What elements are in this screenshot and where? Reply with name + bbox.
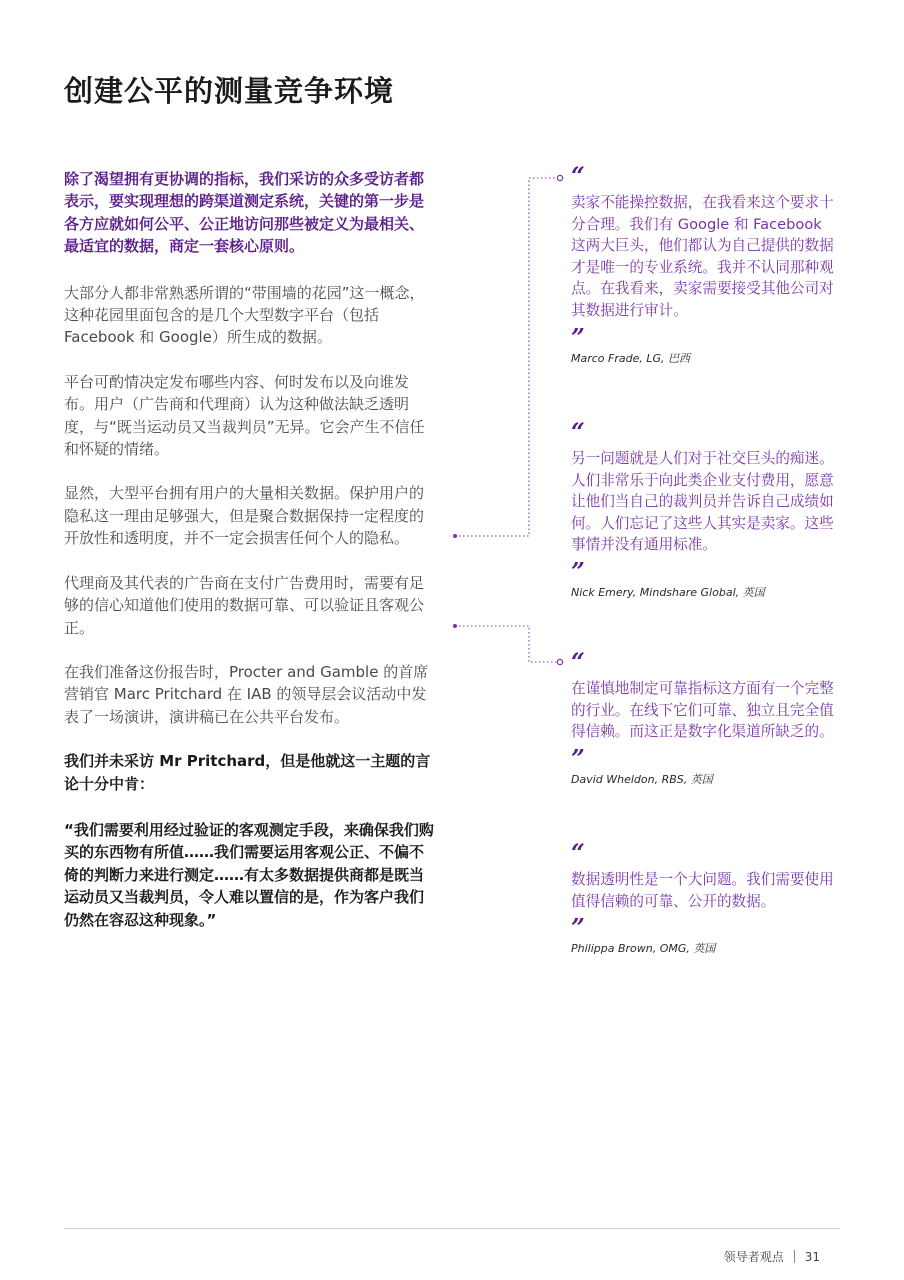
side-quote-attribution: Marco Frade, LG, 巴西 [571, 351, 691, 365]
side-quote-1 [571, 161, 837, 366]
connector-line-1 [455, 178, 558, 536]
body-paragraph-privacy: 显然，大型平台拥有用户的大量相关数据。保护用户的隐私这一理由足够强大，但是聚合数据保持一定程度的开放性和透明度，并不一定会损害任何个人的隐私。 [64, 484, 425, 548]
intro-paragraph: 除了渴望拥有更协调的指标，我们采访的众多受访者都表示，要实现理想的跨渠道测定系统，关键的第一步是各方应就如何公平、公正地访问那些被定义为最相关、最适宜的数据，商定一套核心原则。 [64, 170, 425, 256]
main-column [64, 168, 436, 953]
connector-line-2 [455, 626, 558, 662]
page-number: 31 [804, 1249, 820, 1264]
side-quote-text: 卖家不能操控数据，在我看来这个要求十分合理。我们有 Google 和 Facebook 这两大巨头，他们都认为自己提供的数据才是唯一的专业系统。我并不认同那种观点。在我看来，卖家需要接受其他公司对其数据进行审计。 [571, 194, 834, 319]
open-quote-icon: “ [571, 161, 582, 190]
side-quote-3 [571, 647, 837, 787]
open-quote-icon: “ [571, 647, 582, 676]
side-quote-text: 另一问题就是人们对于社交巨头的痴迷。人们非常乐于向此类企业支付费用，愿意让他们当自己的裁判员并告诉自己成绩如何。人们忘记了这些人其实是卖家。这些事情并没有通用标准。 [571, 450, 834, 554]
side-quote-attribution: Nick Emery, Mindshare Global, 英国 [571, 585, 765, 599]
side-quote-text: 数据透明性是一个大问题。我们需要使用值得信赖的可靠、公开的数据。 [571, 871, 834, 910]
connector-dot-1 [453, 534, 457, 538]
side-quote-attribution: David Wheldon, RBS, 英国 [571, 772, 713, 786]
side-quote-2 [571, 417, 837, 600]
close-quote-icon: ” [571, 322, 582, 352]
pritchard-quote: “我们需要利用经过验证的客观测定手段，来确保我们购买的东西物有所值……我们需要运用客观公正、不偏不倚的判断力来进行测定……有太多数据提供商都是既当运动员又当裁判员，令人难以置信的是，作为客户我们仍然在容忍这种现象。” [64, 820, 434, 929]
side-quote-4 [571, 838, 837, 956]
close-quote-icon: ” [571, 556, 582, 586]
open-quote-icon: “ [571, 838, 582, 867]
body-paragraph-pritchard-intro: 我们并未采访 Mr Pritchard，但是他就这一主题的言论十分中肯： [64, 752, 431, 793]
page-title: 创建公平的测量竞争环境 [64, 74, 395, 108]
body-paragraph-pritchard-speech: 在我们准备这份报告时，Procter and Gamble 的首席营销官 Marc Pritchard 在 IAB 的领导层会议活动中发表了一场演讲，演讲稿已在公共平台发布。 [64, 662, 429, 726]
side-quote-text: 在谨慎地制定可靠指标这方面有一个完整的行业。在线下它们可靠、独立且完全值得信赖。而这正是数字化渠道所缺乏的。 [571, 680, 834, 741]
page-footer [724, 1248, 820, 1265]
connector-dot-2 [453, 624, 457, 628]
connector-ring-2 [557, 659, 562, 664]
connector-ring-1 [557, 175, 562, 180]
close-quote-icon: ” [571, 913, 582, 943]
footer-separator [794, 1250, 795, 1263]
side-quote-attribution: Philippa Brown, OMG, 英国 [571, 942, 716, 956]
close-quote-icon: ” [571, 743, 582, 773]
body-paragraph-agency-confidence: 代理商及其代表的广告商在支付广告费用时，需要有足够的信心知道他们使用的数据可靠、可以验证且客观公正。 [64, 573, 425, 637]
body-paragraph-walled-garden: 大部分人都非常熟悉所谓的“带围墙的花园”这一概念，这种花园里面包含的是几个大型数字平台（包括 Facebook 和 Google）所生成的数据。 [64, 283, 425, 347]
open-quote-icon: “ [571, 417, 582, 446]
footer-divider [64, 1228, 840, 1229]
footer-section-label: 领导者观点 [723, 1250, 784, 1264]
body-paragraph-platform-discretion: 平台可酌情决定发布哪些内容、何时发布以及向谁发布。用户（广告商和代理商）认为这种做法缺乏透明度，与“既当运动员又当裁判员”无异。它会产生不信任和怀疑的情绪。 [64, 372, 425, 459]
